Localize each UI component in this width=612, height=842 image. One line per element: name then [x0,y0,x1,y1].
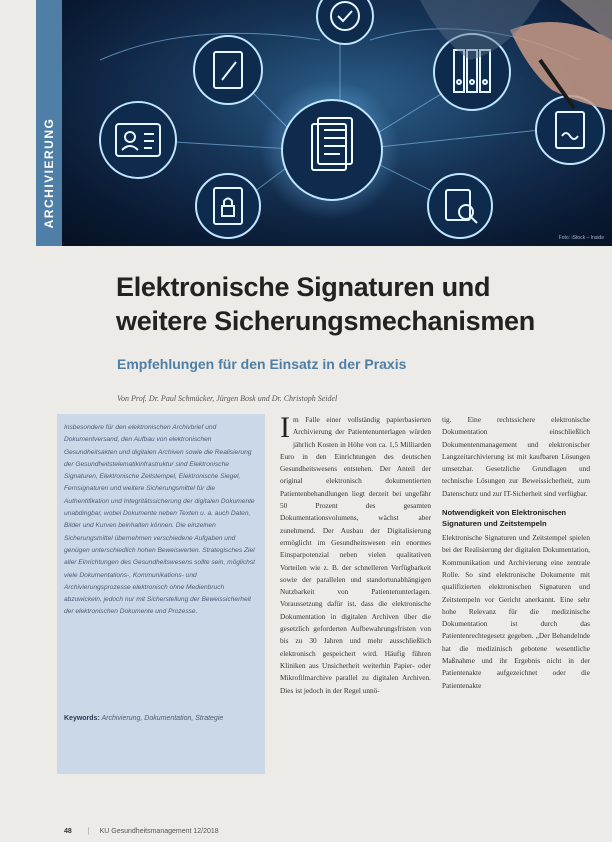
section-tab [36,0,62,246]
body-column-1 [280,411,431,697]
drop-cap: I [280,411,290,444]
photo-credit: Foto: iStock – Inside [558,235,604,241]
abstract-box [57,414,265,774]
article-title [116,270,596,338]
hero-image [40,0,612,246]
section-tab-label: ARCHIVIERUNG [42,117,56,229]
article-authors: Von Prof. Dr. Paul Schmücker, Jürgen Bosk und Dr. Christoph Seidel [117,394,338,403]
page-number: 48 [64,828,72,835]
article-subtitle: Empfehlungen für den Einsatz in der Praxis [117,356,407,372]
title-line-2: weitere Sicherungsmechanismen [116,306,535,336]
title-line-1: Elektronische Signaturen und [116,272,491,302]
journal-name: KU Gesundheitsmanagement 12/2018 [99,828,219,835]
body-column-2 [442,414,590,692]
page-footer [64,828,219,835]
keywords-label: Keywords: [64,715,100,722]
section-heading: Notwendigkeit von Elektronischen Signaturen und Zeitstempeln [442,508,567,528]
keywords [64,713,258,726]
body-paragraph-3: Elektronische Signaturen und Zeitstempel spielen bei der Realisierung der digitalen Dokumentation, Kommunikation und Archivierung eine zentrale Rolle. So sind elektronische Dokumente mit qualifizierten elektronischen Signaturen und Zeitstempeln vor Gericht anerkannt. Eine sehr hohe Relevanz für die medizinische Dokumentation ist durch das Patientenrechtegesetz gegeben. „Der Behandelnde hat die medizinisch gebotene wesentliche Maßnahme und ihr Ergebnis nicht in der Patientenakte aufgezeichnet oder die Patientenakte [442,533,590,690]
keywords-text: Archivierung, Dokumentation, Strategie [101,715,224,722]
body-paragraph-2: tig. Eine rechtssichere elektronische Dokumentation einschließlich Dokumentenmanagement und elektronischer Langzeitarchivierung ist mit kaufbaren Lösungen umsetzbar. Gesetzliche Grundlagen und technische Lösungen zur Beweissicherheit, zum Datenschutz und zur IT-Sicherheit sind verfügbar. [442,415,590,498]
id-card-icon-circle [100,102,176,178]
hero-illustration [40,0,612,246]
body-paragraph-1: m Falle einer vollständig papierbasierten Archivierung der Patientenunterlagen würden jährlich Kosten in Höhe von ca. 1,5 Milliarden Euro in den Einrichtungen des deutschen Gesundheitswesens entstehen. Der Anteil der original elektronisch dokumentierten Patientenbehandlungen liegt derzeit bei ungefähr 50 Prozent des gesamten Dokumentationsvolumens, wächst aber zunehmend. Der Ausbau der Digitalisierung ermöglicht im Gesundheitswesen ein enormes Einsparpotenzial neben vielen qualitativen Vorteilen wie z. B. der schnelleren Verfügbarkeit sowie der parallelen und standortunabhängigen Nutzbarkeit von Patientenunterlagen. Voraussetzung dafür ist, dass die elektronische Dokumentation in digitalen Archiven über die gesetzlich geforderten Aufbewahrungsfristen von bis zu 30 Jahren und mehr ausschließlich elektronisch gespeichert wird. Häufig führen Kliniken aus Unsicherheit weiterhin Papier- oder Mikrofilmarchive parallel zu digitalen Archiven. Dies ist jedoch in der Regel unnö- [280,415,431,695]
abstract-text: Insbesondere für den elektronischen Archivbrief und Dokumentversand, den Aufbau von elektronischen Gesundheitsakten und digitalen Archiven sowie die Realisierung der Gesundheitstelematikinfrastruktur sind Elektronische Signaturen, Elektronische Zeitstempel, Elektronische Siegel, Fernsignaturen und weitere Sicherungsmittel für die Authentifikation und Integritätssicherung der digitalen Dokumente unabdingbar, wobei Dokumente neben Texten u. a. auch Daten, Bilder und Kurven beinhalten können. Die einzelnen Sicherungsmittel übernehmen verschiedene Aufgaben und genügen unterschiedlich hohen Beweiswerten. Strategisches Ziel aller Einrichtungen des Gesundheitswesens sollte sein, möglichst viele Dokumentations-, Kommunikations- und Archivierungsprozesse elektronisch ohne Medienbruch abzuwickeln, jedoch nur mit Sicherstellung der Beweissicherheit der elektronischen Dokumente und Prozesse. [64,424,255,616]
footer-separator: | [87,828,90,835]
